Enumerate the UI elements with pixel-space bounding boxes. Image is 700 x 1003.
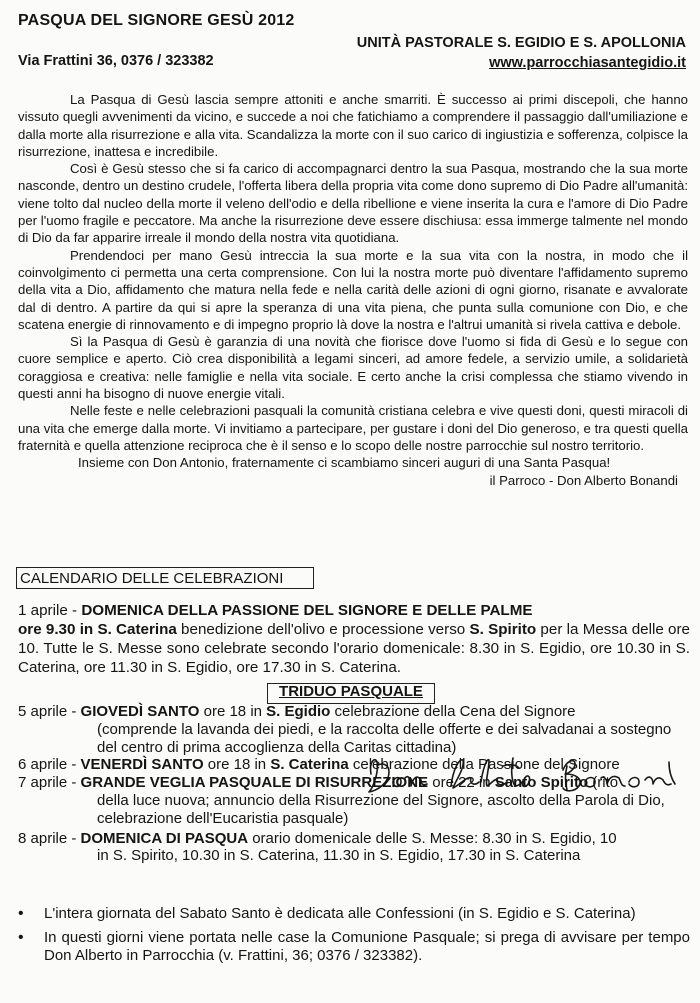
- document-title: PASQUA DEL SIGNORE GESÙ 2012: [18, 12, 295, 29]
- bullet-icon: •: [18, 905, 24, 922]
- entry-text: orario domenicale delle S. Messe: 8.30 in S. Egidio, 10: [248, 829, 617, 847]
- parish-website: www.parrocchiasantegidio.it: [489, 55, 686, 71]
- entry-title: GRANDE VEGLIA PASQUALE DI RISURREZIONE: [80, 774, 429, 792]
- palm-sunday-title: DOMENICA DELLA PASSIONE DEL SIGNORE E DELLE PALME: [81, 602, 533, 619]
- entry-text: ore 18 in: [203, 756, 271, 774]
- calendar-heading: CALENDARIO DELLE CELEBRAZIONI: [20, 570, 284, 587]
- entry-text: ore 18 in: [199, 703, 267, 720]
- letter-paragraph: Prendendoci per mano Gesù intreccia la sua morte e la sua vita con la nostra, in modo che il coinvolgimento ci permetta una certa comprensione. Con lui la nostra morte può diventare l'affidamento supremo della vita a Dio, affidamento che matura nella fede e nella carità delle azioni di ogni giorno, risanate e avvalorate dal di dentro. A partire da qui si apre la speranza di una vita piena, che punta sulla comunione con Dio, e che scatena energie di rinnovamento e di impegno proprio là dove la nostra e l'altrui umanità si rivela cattiva e debole.: [18, 247, 688, 332]
- entry-text: ore 22 in: [428, 774, 495, 792]
- palm-sunday-entry: [18, 601, 690, 677]
- letter-paragraph: La Pasqua di Gesù lascia sempre attoniti e anche smarriti. È successo ai primi discepoli, che hanno vissuto quegli avvenimenti da vicino, e succede a noi che fatichiamo a comprendere il passaggio dall'umiliazione e dalla morte alla risurrezione e alla vita. Scandalizza la morte con il suo carico di ingiustizia e sofferenza, colpisce la risurrezione, inattesa e incredibile.: [18, 92, 688, 159]
- entry-continuation: della luce nuova; annuncio della Risurrezione del Signore, ascolto della Parola di Dio, celebrazione dell'Eucaristia pasquale): [97, 791, 665, 827]
- triduo-heading: TRIDUO PASQUALE: [279, 683, 423, 700]
- pastoral-unit-name: UNITÀ PASTORALE S. EGIDIO E S. APOLLONIA: [356, 35, 686, 51]
- bullet-icon: •: [18, 929, 24, 946]
- entry-date: 5 aprile -: [18, 703, 81, 720]
- entry-text-rest: celebrazione della Cena del Signore: [330, 703, 576, 720]
- triduo-entry: [18, 774, 690, 827]
- letter-paragraph: Nelle feste e nelle celebrazioni pasquali la comunità cristiana celebra e vive questi doni, questi miracoli di una vita che emerge dalla morte. Vi invitiamo a partecipare, per gustare i doni del Dio generoso, e tra questi quella fraternità e quella attenzione reciproca che è il senso e lo scopo delle nostre parrocchie sul nostro territorio.: [18, 403, 688, 453]
- palm-sunday-time-place: ore 9.30 in S. Caterina: [18, 621, 177, 638]
- triduo-entry: [18, 703, 690, 756]
- palm-sunday-text: benedizione dell'olivo e processione verso: [176, 621, 470, 638]
- entry-title: GIOVEDÌ SANTO: [80, 703, 200, 720]
- entry-date: 7 aprile -: [18, 774, 81, 792]
- entry-text-rest: (rito: [588, 774, 619, 792]
- palm-sunday-date: 1 aprile -: [18, 602, 82, 619]
- palm-sunday-destination: S. Spirito: [469, 621, 537, 638]
- notes-list: [18, 905, 690, 971]
- entry-date: 6 aprile -: [18, 756, 81, 774]
- list-item: [18, 905, 690, 923]
- triduo-entry: [18, 830, 690, 866]
- entry-place: Santo Spirito: [494, 774, 589, 792]
- triduo-entry: [18, 756, 690, 774]
- note-text: L'intera giornata del Sabato Santo è dedicata alle Confessioni (in S. Egidio e S. Caterina): [44, 905, 636, 922]
- palm-sunday-masses: per la Messa delle ore 10. Tutte le S. Messe sono celebrate secondo l'orario domenicale: 8.30 in S. Egidio, ore 10.30 in S. Caterina, ore 11.30 in S. Egidio, ore 17.30 in S. Caterina.: [18, 621, 690, 676]
- letter-paragraph: Così è Gesù stesso che si fa carico di accompagnarci dentro la sua Pasqua, mostrando che la sua morte nasconde, dentro un destino crudele, l'offerta libera della propria vita come dono supremo di Dio Padre all'umanità: viene tolto dal nucleo della morte il veleno dell'odio e della ribellione e viene inserita la cura e l'amore di Dio Padre per l'uomo fragile e peccatore. Ma anche la risurrezione deve essere dischiusa: essa immerge talmente nel mondo di Dio da far apparire irreale il mondo della nostra vita quotidiana.: [18, 161, 688, 246]
- letter-paragraph: Sì la Pasqua di Gesù è garanzia di una novità che fiorisce dove l'uomo si fida di Gesù e lo segue con cuore semplice e aperto. Ciò crea disponibilità a legami sinceri, ad amore fedele, a servizio umile, a solidarietà coraggiosa e creativa: nelle famiglie e nella vita sociale. E certo anche la crisi complessa che stiamo vivendo in questi anni ha bisogno di nuove energie vitali.: [18, 334, 688, 402]
- parish-address: Via Frattini 36, 0376 / 323382: [18, 53, 214, 69]
- entry-place: S. Caterina: [270, 756, 349, 774]
- note-text: In questi giorni viene portata nelle case la Comunione Pasquale; si prega di avvisare per tempo Don Alberto in Parrocchia (v. Frattini, 36; 0376 / 323382).: [44, 929, 690, 964]
- entry-title: VENERDÌ SANTO: [80, 756, 204, 774]
- entry-continuation: (comprende la lavanda dei piedi, e la raccolta delle offerte e dei salvadanai a sostegno del centro di prima accoglienza della Caritas cittadina): [97, 720, 672, 756]
- signatory-name: il Parroco - Don Alberto Bonandi: [489, 472, 678, 488]
- entry-date: 8 aprile -: [18, 829, 81, 847]
- easter-letter: [18, 91, 688, 489]
- entry-place: S. Egidio: [266, 703, 331, 720]
- entry-title: DOMENICA DI PASQUA: [80, 829, 249, 847]
- entry-text-rest: celebrazione della Passione del Signore: [348, 756, 620, 774]
- easter-greeting: Insieme con Don Antonio, fraternamente ci scambiamo sinceri auguri di una Santa Pasqua!: [78, 455, 611, 471]
- list-item: [18, 929, 690, 965]
- entry-continuation: in S. Spirito, 10.30 in S. Caterina, 11.30 in S. Egidio, 17.30 in S. Caterina: [97, 847, 581, 865]
- triduo-list: [18, 703, 690, 865]
